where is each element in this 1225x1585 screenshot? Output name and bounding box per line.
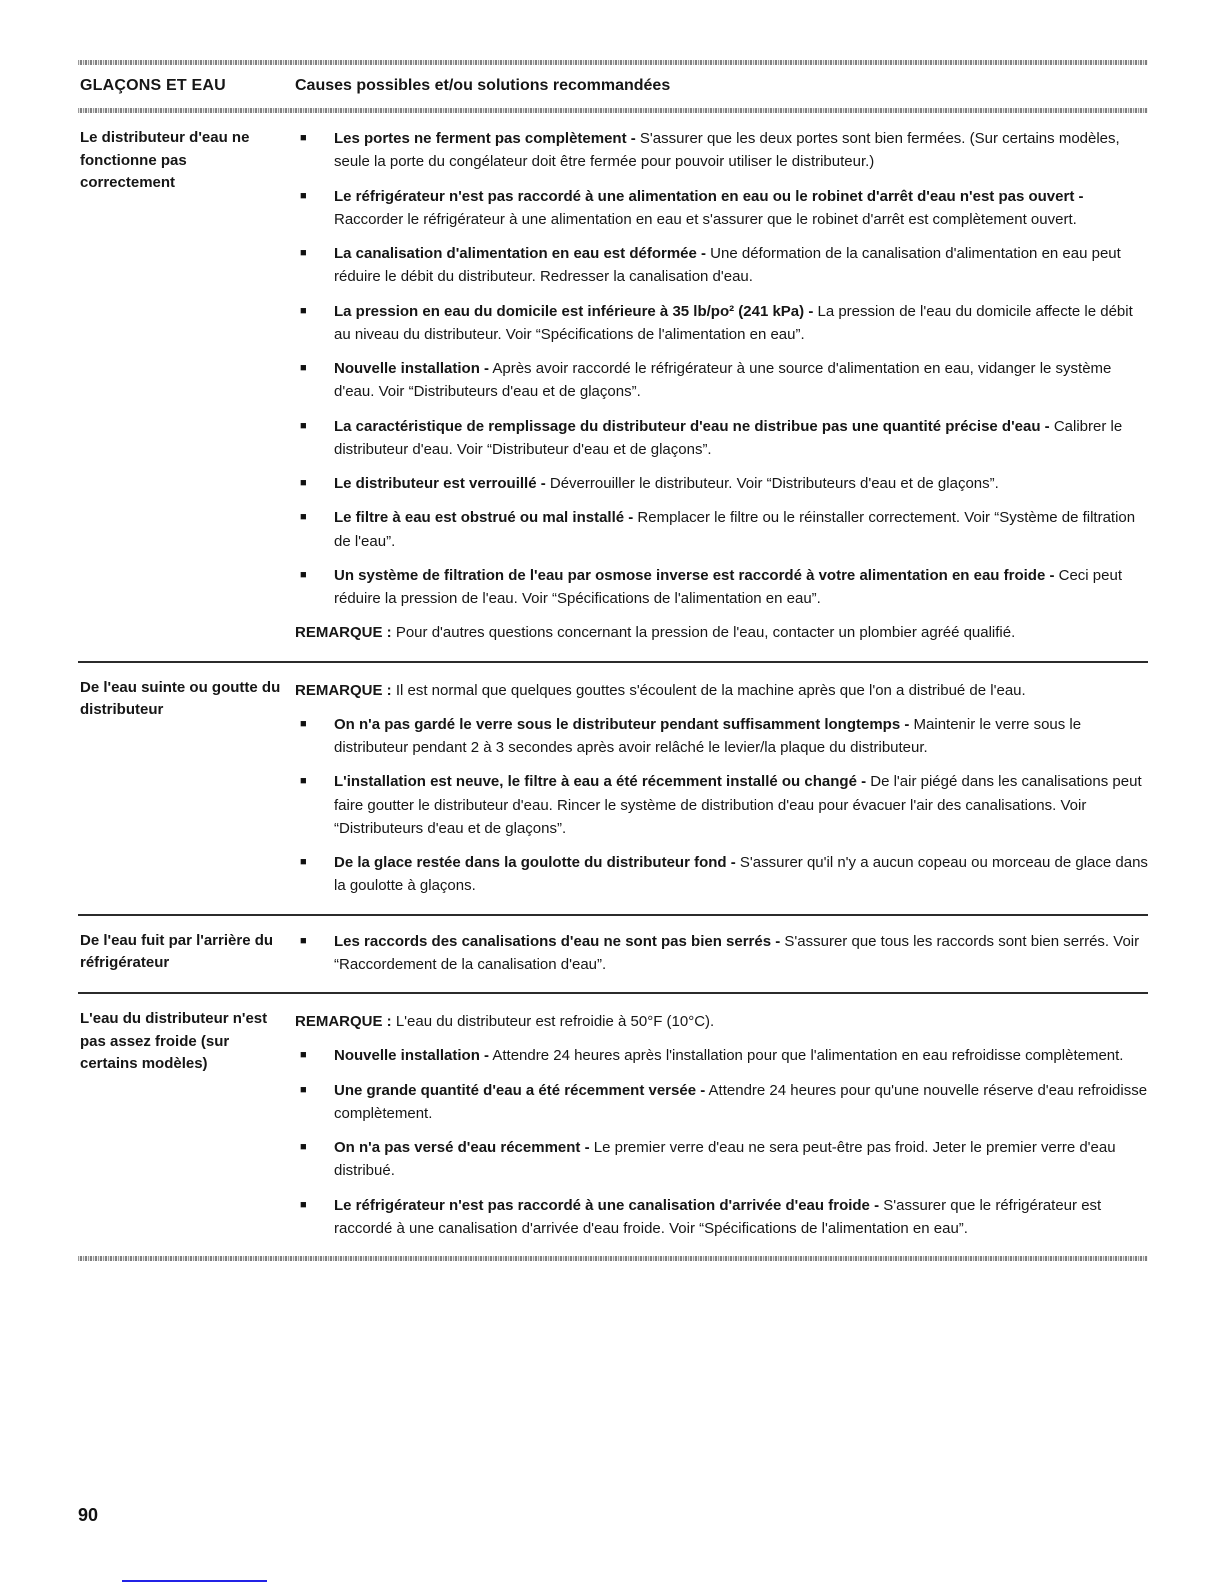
solutions-cell [295,1008,1148,1251]
table-row [78,914,1148,993]
item-detail: Une déformation de la canalisation d'alimentation en eau peut réduire le débit du distributeur. Redresser la canalisation d'eau. [334,245,1121,286]
bullet-icon: ■ [300,1049,307,1062]
item-text [295,1010,1148,1033]
item-lead: REMARQUE : [295,681,392,699]
item-text [334,185,1148,232]
problem-label: De l'eau fuit par l'arrière du réfrigérateur [80,931,274,971]
item-detail: S'assurer que tous les raccords sont bien serrés. Voir “Raccordement de la canalisation d'eau”. [334,932,1140,973]
item-text [334,415,1148,462]
item-text [334,770,1148,840]
table-row [78,661,1148,914]
item-detail: La pression de l'eau du domicile affecte le débit au niveau du distributeur. Voir “Spécifications de l'alimentation en eau”. [334,302,1133,343]
column-header-solutions: Causes possibles et/ou solutions recommandées [295,77,671,94]
item-detail: Remplacer le filtre ou le réinstaller correctement. Voir “Système de filtration de l'eau”. [334,509,1136,550]
item-lead: La pression en eau du domicile est inférieure à 35 lb/po² (241 kPa) - [334,302,814,320]
item-text [334,1136,1148,1183]
table-bottom-border [78,1256,1148,1261]
bullet-icon: ■ [300,247,307,259]
solutions-cell [295,127,1148,656]
item-text [334,1079,1148,1126]
item-detail: S'assurer que le réfrigérateur est raccordé à une canalisation d'arrivée d'eau froide. Voir “Spécifications de l'alimentation en eau”. [334,1196,1102,1237]
page-number: 90 [78,1505,99,1525]
solutions-cell [295,677,1148,909]
item-lead: Le réfrigérateur n'est pas raccordé à une alimentation en eau ou le robinet d'arrêt d'eau n'est pas ouvert - [334,187,1084,205]
list-item [295,1194,1148,1241]
item-lead: La caractéristique de remplissage du distributeur d'eau ne distribue pas une quantité précise d'eau - [334,417,1050,435]
bullet-icon: ■ [300,304,307,317]
item-lead: La canalisation d'alimentation en eau est déformée - [334,245,706,262]
list-item [295,770,1148,840]
bullet-icon: ■ [300,568,307,581]
list-item [295,185,1148,232]
bullet-icon: ■ [300,419,307,432]
item-lead: On n'a pas gardé le verre sous le distributeur pendant suffisamment longtemps - [334,715,910,733]
table-row [78,992,1148,1256]
solutions-cell [295,930,1148,988]
list-item [295,564,1148,611]
list-item [295,930,1148,977]
item-detail: Il est normal que quelques gouttes s'écoulent de la machine après que l'on a distribué de l'eau. [391,681,1026,699]
item-text [334,930,1148,977]
problem-label: Le distributeur d'eau ne fonctionne pas correctement [80,129,250,191]
problem-label: L'eau du distributeur n'est pas assez froide (sur certains modèles) [80,1010,268,1072]
item-detail: Attendre 24 heures après l'installation pour que l'alimentation en eau refroidisse complètement. [489,1047,1124,1065]
item-lead: REMARQUE : [295,624,392,642]
bullet-icon: ■ [300,132,307,144]
item-detail: Pour d'autres questions concernant la pression de l'eau, contacter un plombier agréé qualifié. [391,624,1016,642]
list-item [295,127,1148,174]
item-text [334,713,1148,760]
list-item [295,415,1148,462]
footer-link-line [122,1580,267,1582]
item-detail: Raccorder le réfrigérateur à une alimentation en eau et s'assurer que le robinet d'arrêt est complètement ouvert. [334,210,1077,228]
item-detail: S'assurer qu'il n'y a aucun copeau ou morceau de glace dans la goulotte à glaçons. [334,854,1148,895]
item-lead: Le réfrigérateur n'est pas raccordé à une canalisation d'arrivée d'eau froide - [334,1196,880,1214]
list-item [295,713,1148,760]
note-item [295,1010,1148,1033]
item-lead: Le distributeur est verrouillé - [334,475,546,492]
item-lead: Les raccords des canalisations d'eau ne sont pas bien serrés - [334,932,781,950]
item-detail: L'eau du distributeur est refroidie à 50°F (10°C). [391,1013,715,1030]
item-lead: On n'a pas versé d'eau récemment - [334,1139,590,1156]
item-text [334,300,1148,347]
table-body [78,113,1148,1256]
bullet-icon: ■ [300,511,307,524]
bullet-icon: ■ [300,934,307,947]
list-item [295,357,1148,404]
item-detail: Maintenir le verre sous le distributeur pendant 2 à 3 secondes après avoir relâché le levier/la plaque du distributeur. [334,715,1082,756]
bullet-icon: ■ [300,775,307,788]
bullet-icon: ■ [300,1198,307,1211]
item-detail: Attendre 24 heures pour qu'une nouvelle réserve d'eau refroidisse complètement. [334,1081,1148,1122]
bullet-icon: ■ [300,717,307,730]
bullet-icon: ■ [300,362,307,374]
item-text [295,621,1148,644]
item-lead: De la glace restée dans la goulotte du distributeur fond - [334,854,736,871]
item-lead: Le filtre à eau est obstrué ou mal installé - [334,509,634,527]
bullet-icon: ■ [300,477,307,489]
list-item [295,1136,1148,1183]
column-header-problem: GLAÇONS ET EAU [80,77,226,94]
item-text [334,1194,1148,1241]
note-item [295,621,1148,644]
list-item [295,1044,1148,1067]
item-detail: Calibrer le distributeur d'eau. Voir “Distributeur d'eau et de glaçons”. [334,417,1123,458]
item-detail: S'assurer que les deux portes sont bien fermées. (Sur certains modèles, seule la porte du congélateur doit être fermée pour pouvoir utiliser le distributeur.) [334,130,1120,171]
item-lead: L'installation est neuve, le filtre à eau a été récemment installé ou changé - [334,773,867,791]
item-text [334,472,1148,495]
bullet-icon: ■ [300,856,307,868]
item-lead: REMARQUE : [295,1013,392,1030]
note-item [295,679,1148,702]
item-text [334,1044,1148,1067]
item-text [334,564,1148,611]
item-text [334,506,1148,553]
item-lead: Nouvelle installation - [334,1047,490,1065]
bullet-icon: ■ [300,1141,307,1153]
list-item [295,300,1148,347]
bullet-icon: ■ [300,1083,307,1096]
item-text [334,851,1148,898]
item-detail: Après avoir raccordé le réfrigérateur à une source d'alimentation en eau, vidanger le système d'eau. Voir “Distributeurs d'eau et de glaçons”. [334,360,1112,401]
list-item [295,851,1148,898]
item-detail: Déverrouiller le distributeur. Voir “Distributeurs d'eau et de glaçons”. [545,475,999,492]
table-row [78,113,1148,661]
list-item [295,242,1148,289]
list-item [295,1079,1148,1126]
table-header-row [78,65,1148,108]
item-text [334,357,1148,404]
item-lead: Une grande quantité d'eau a été récemment versée - [334,1081,706,1099]
item-lead: Les portes ne ferment pas complètement - [334,130,636,147]
troubleshooting-table [78,60,1148,1261]
list-item [295,472,1148,495]
item-text [334,127,1148,174]
bullet-icon: ■ [300,189,307,202]
problem-label: De l'eau suinte ou goutte du distributeur [80,678,281,718]
item-text [334,242,1148,289]
item-text [295,679,1148,702]
item-detail: De l'air piégé dans les canalisations peut faire goutter le distributeur d'eau. Rincer le système de distribution d'eau pour évacuer l'air des canalisations. Voir “Distributeurs d'eau et de glaçons”. [334,773,1142,837]
item-lead: Nouvelle installation - [334,360,490,377]
item-lead: Un système de filtration de l'eau par osmose inverse est raccordé à votre alimentation en eau froide - [334,566,1055,584]
item-detail: Le premier verre d'eau ne sera peut-être pas froid. Jeter le premier verre d'eau distribué. [334,1139,1116,1180]
list-item [295,506,1148,553]
item-detail: Ceci peut réduire la pression de l'eau. Voir “Spécifications de l'alimentation en eau”. [334,566,1123,607]
